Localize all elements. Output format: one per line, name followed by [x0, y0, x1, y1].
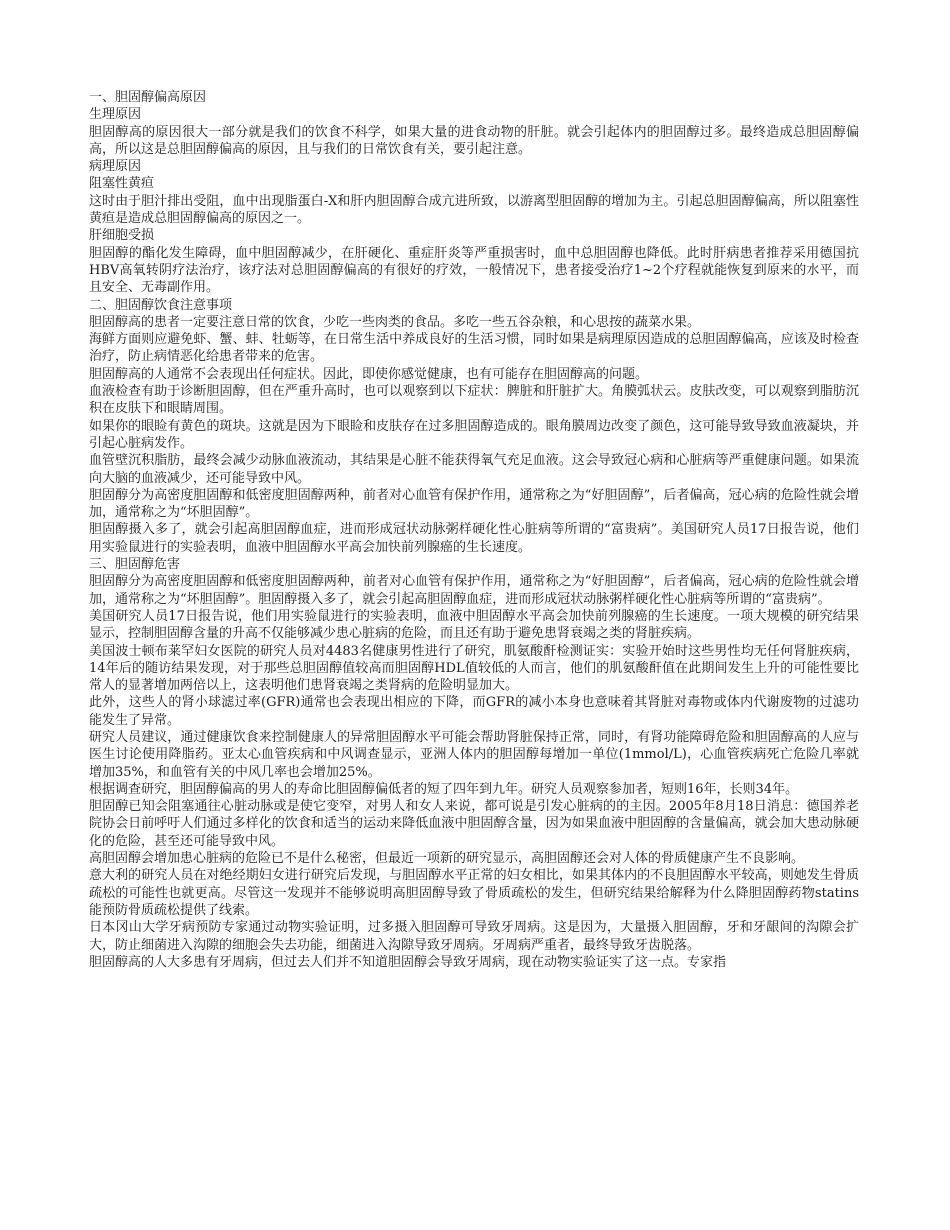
paragraph: 如果你的眼睑有黄色的斑块。这就是因为下眼睑和皮肤存在过多胆固醇造成的。眼角膜周边改变了颜色，这可能导致导致血液凝块，并引起心脏病发作。	[89, 418, 859, 451]
paragraph: 胆固醇高的人大多患有牙周病，但过去人们并不知道胆固醇会导致牙周病，现在动物实验证实了这一点。专家指	[89, 954, 727, 970]
subheading-physiological: 生理原因	[89, 107, 142, 123]
subheading-pathological: 病理原因	[89, 159, 142, 175]
paragraph: 研究人员建议，通过健康饮食来控制健康人的异常胆固醇水平可能会帮助肾脏保持正常，同时，有肾功能障碍危险和胆固醇高的人应与医生讨论使用降脂药。亚太心血管疾病和中风调查显示，亚洲人体内的胆固醇每增加一单位(1mmol/L)，心血管疾病死亡危险几率就增加35%，和血管有关的中风几率也会增加25%。	[89, 729, 859, 780]
paragraph: 胆固醇高的原因很大一部分就是我们的饮食不科学，如果大量的进食动物的肝脏。就会引起体内的胆固醇过多。最终造成总胆固醇偏高，所以这是总胆固醇偏高的原因，且与我们的日常饮食有关，要引起注意。	[89, 124, 859, 157]
section-heading-harms: 三、胆固醇危害	[89, 557, 181, 573]
paragraph: 胆固醇分为高密度胆固醇和低密度胆固醇两种，前者对心血管有保护作用，通常称之为“好胆固醇”，后者偏高，冠心病的危险性就会增加，通常称之为“坏胆固醇”。胆固醇摄入多了，就会引起高胆固醇血症，进而形成冠状动脉粥样硬化性心脏病等所谓的“富贵病”。	[89, 574, 859, 607]
paragraph: 胆固醇高的人通常不会表现出任何症状。因此，即使你感觉健康，也有可能存在胆固醇高的问题。	[89, 366, 649, 382]
paragraph: 日本冈山大学牙病预防专家通过动物实验证明，过多摄入胆固醇可导致牙周病。这是因为，大量摄入胆固醇，牙和牙龈间的沟隙会扩大，防止细菌进入沟隙的细胞会失去功能，细菌进入沟隙导致牙周病。牙周病严重者，最终导致牙齿脱落。	[89, 920, 859, 953]
paragraph: 血管壁沉积脂肪，最终会减少动脉血液流动，其结果是心脏不能获得氧气充足血液。这会导致冠心病和心脏病等严重健康问题。如果流向大脑的血液减少，还可能导致中风。	[89, 453, 859, 486]
document-body	[89, 89, 859, 971]
paragraph: 此外，这些人的肾小球滤过率(GFR)通常也会表现出相应的下降，而GFR的减小本身也意味着其肾脏对毒物或体内代谢废物的过滤功能发生了异常。	[89, 695, 859, 728]
section-heading-causes: 一、胆固醇偏高原因	[89, 90, 207, 105]
paragraph: 血液检查有助于诊断胆固醇，但在严重升高时，也可以观察到以下症状：脾脏和肝脏扩大。角膜弧状云。皮肤改变，可以观察到脂肪沉积在皮肤下和眼睛周围。	[89, 384, 859, 417]
paragraph: 这时由于胆汁排出受阻，血中出现脂蛋白-X和肝内胆固醇合成亢进所致，以游离型胆固醇的增加为主。引起总胆固醇偏高，所以阻塞性黄疸是造成总胆固醇偏高的原因之一。	[89, 193, 859, 227]
paragraph: 高胆固醇会增加患心脏病的危险已不是什么秘密，但最近一项新的研究显示，高胆固醇还会对人体的骨质健康产生不良影响。	[89, 851, 805, 867]
subheading-obstructive-jaundice: 阻塞性黄疸	[89, 176, 155, 192]
paragraph: 意大利的研究人员在对绝经期妇女进行研究后发现，与胆固醇水平正常的妇女相比，如果其体内的不良胆固醇水平较高，则她发生骨质疏松的可能性也就更高。尽管这一发现并不能够说明高胆固醇导致了骨质疏松的发生，但研究结果给解释为什么降胆固醇药物statins能预防骨质疏松提供了线索。	[89, 868, 859, 918]
paragraph: 胆固醇摄入多了，就会引起高胆固醇血症，进而形成冠状动脉粥样硬化性心脏病等所谓的“富贵病”。美国研究人员17日报告说，他们用实验鼠进行的实验表明，血液中胆固醇水平高会加快前列腺癌的生长速度。	[89, 522, 859, 555]
paragraph: 美国研究人员17日报告说，他们用实验鼠进行的实验表明，血液中胆固醇水平高会加快前列腺癌的生长速度。一项大规模的研究结果显示，控制胆固醇含量的升高不仅能够减少患心脏病的危险，而且还有助于避免患肾衰竭之类的肾脏疾病。	[89, 608, 859, 642]
paragraph: 胆固醇的酯化发生障碍，血中胆固醇减少，在肝硬化、重症肝炎等严重损害时，血中总胆固醇也降低。此时肝病患者推荐采用德国抗HBV高氧转阴疗法治疗，该疗法对总胆固醇偏高的有很好的疗效，一般情况下，患者接受治疗1~2个疗程就能恢复到原来的水平，而且安全、无毒副作用。	[89, 245, 859, 296]
paragraph: 胆固醇已知会阻塞通往心脏动脉或是使它变窄，对男人和女人来说，都可说是引发心脏病的的主因。2005年8月18日消息：德国养老院协会日前呼吁人们通过多样化的饮食和适当的运动来降低血液中胆固醇含量，因为如果血液中胆固醇的含量偏高，就会加大患动脉硬化的危险，甚至还可能导致中风。	[89, 799, 859, 849]
paragraph: 美国波士顿布莱罕妇女医院的研究人员对4483名健康男性进行了研究，肌氨酸酐检测证实：实验开始时这些男性均无任何肾脏疾病，14年后的随访结果发现，对于那些总胆固醇值较高而胆固醇HDL值较低的人而言，他们的肌氨酸酐值在此期间发生上升的可能性要比常人的显著增加两倍以上，这表明他们患肾衰竭之类肾病的危险明显加大。	[89, 643, 859, 694]
subheading-liver-damage: 肝细胞受损	[89, 228, 155, 244]
paragraph: 胆固醇分为高密度胆固醇和低密度胆固醇两种，前者对心血管有保护作用，通常称之为“好胆固醇”，后者偏高，冠心病的危险性就会增加，通常称之为“坏胆固醇”。	[89, 487, 859, 521]
paragraph: 海鲜方面则应避免虾、蟹、蚌、牡蛎等，在日常生活中养成良好的生活习惯，同时如果是病理原因造成的总胆固醇偏高，应该及时检查治疗，防止病情恶化给患者带来的危害。	[89, 332, 859, 365]
section-heading-diet: 二、胆固醇饮食注意事项	[89, 297, 233, 313]
paragraph: 根据调查研究，胆固醇偏高的男人的寿命比胆固醇偏低者的短了四年到九年。研究人员观察参加者，短则16年，长则34年。	[89, 781, 799, 797]
paragraph: 胆固醇高的患者一定要注意日常的饮食，少吃一些肉类的食品。多吃一些五谷杂粮，和心思按的蔬菜水果。	[89, 314, 701, 330]
